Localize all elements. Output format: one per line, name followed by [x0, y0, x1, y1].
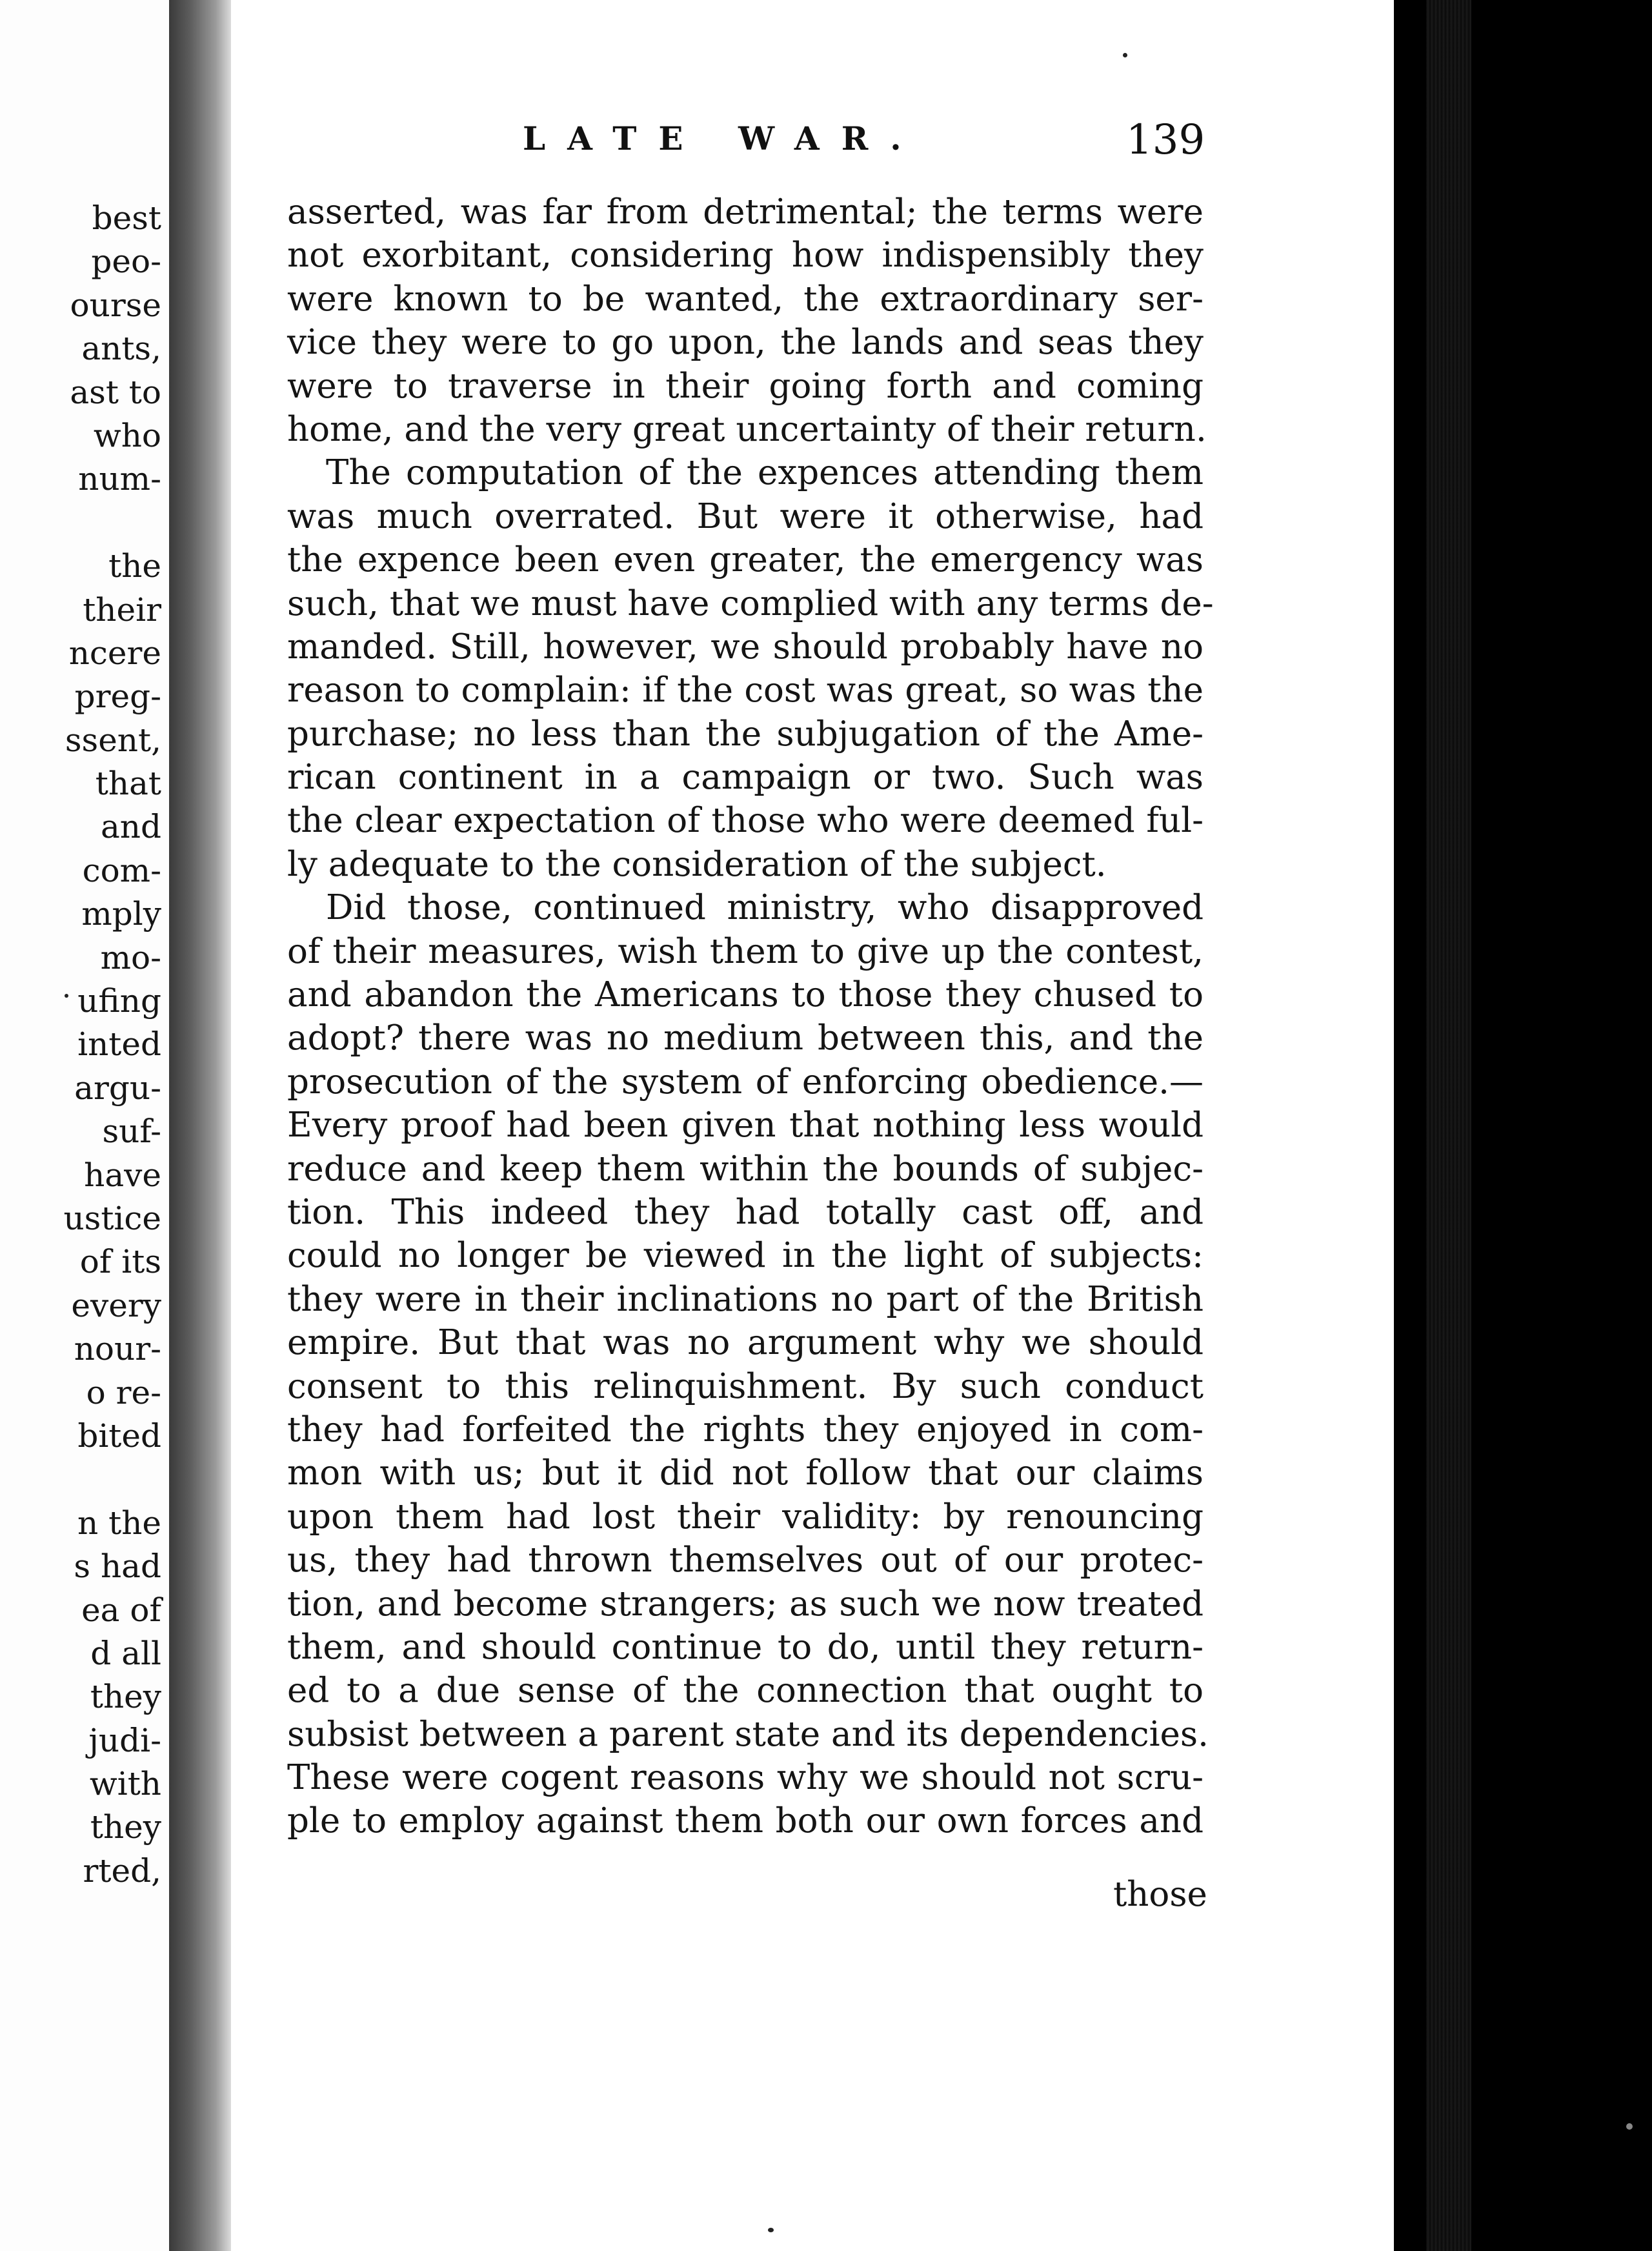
left-page-fragment: best: [92, 199, 161, 237]
text-line: they were in their inclinations no part of the British: [287, 1279, 1204, 1319]
left-page-fragment: nour-: [74, 1330, 161, 1368]
left-page-fragment: ants,: [81, 330, 161, 368]
left-page-fragment: of its: [79, 1243, 161, 1281]
book-gutter: [169, 0, 231, 2251]
text-line: Did those, continued ministry, who disapproved: [326, 888, 1204, 928]
body-text: [287, 190, 1214, 1843]
left-page-fragment: d all: [90, 1634, 161, 1672]
text-line: were to traverse in their going forth and coming: [287, 366, 1204, 406]
text-line: were known to be wanted, the extraordinary ser-: [287, 279, 1204, 319]
left-page-fragment: their: [83, 591, 161, 629]
text-line: them, and should continue to do, until they return-: [287, 1627, 1204, 1667]
left-page-fragment: ast to: [70, 373, 161, 411]
left-page-fragment: ourse: [70, 286, 161, 324]
left-page-fragment: rted,: [83, 1852, 161, 1890]
text-line: the expence been even greater, the emergency was: [287, 540, 1204, 580]
text-line: manded. Still, however, we should probably have no: [287, 627, 1204, 667]
text-line: The computation of the expences attending them: [326, 453, 1204, 493]
text-line: reduce and keep them within the bounds of subjec-: [287, 1149, 1204, 1189]
left-page-fragment: the: [108, 547, 161, 585]
text-line: could no longer be viewed in the light of subjects:: [287, 1236, 1204, 1276]
text-line: not exorbitant, considering how indispensibly they: [287, 236, 1204, 276]
text-line: rican continent in a campaign or two. Such was: [287, 758, 1204, 798]
left-page-fragment: bited: [77, 1417, 161, 1455]
text-line: and abandon the Americans to those they chused to: [287, 975, 1204, 1015]
left-page-fragment: [0, 501, 161, 545]
left-page-fragment: ea of: [81, 1591, 161, 1629]
left-page-fragment: mply: [81, 895, 161, 933]
left-page-fragment: suf-: [102, 1113, 161, 1151]
text-line: adopt? there was no medium between this, and the: [287, 1018, 1204, 1058]
text-line: asserted, was far from detrimental; the terms were: [287, 192, 1204, 232]
left-page-text-fragments: [0, 197, 161, 1893]
left-page-fragment: they: [90, 1808, 161, 1846]
left-page-fragment: argu-: [74, 1069, 161, 1107]
scan-speck: [1123, 53, 1127, 57]
text-line: empire. But that was no argument why we should: [287, 1323, 1204, 1363]
text-line: consent to this relinquishment. By such conduct: [287, 1366, 1204, 1406]
left-page-fragment: with: [89, 1765, 161, 1803]
left-page-fragment: and: [100, 808, 161, 846]
left-page-fragment: peo-: [91, 243, 161, 281]
left-page-fragment: num-: [78, 460, 161, 498]
text-line: mon with us; but it did not follow that our claims: [287, 1453, 1204, 1493]
text-line: home, and the very great uncertainty of their return.: [287, 409, 1207, 449]
text-line: These were cogent reasons why we should not scru-: [287, 1758, 1204, 1798]
scan-speck: [768, 2228, 774, 2232]
left-page-fragment: [0, 1458, 161, 1501]
text-line: purchase; no less than the subjugation of the Ame-: [287, 714, 1204, 754]
text-line: tion, and become strangers; as such we now treated: [287, 1584, 1204, 1624]
text-line: reason to complain: if the cost was great, so was the: [287, 671, 1204, 711]
text-line: they had forfeited the rights they enjoyed in com-: [287, 1409, 1204, 1449]
left-page-fragment: s had: [74, 1548, 161, 1586]
left-page-fragment: they: [90, 1678, 161, 1716]
page-edge-shadow: [1394, 0, 1652, 2251]
text-line: subsist between a parent state and its dependencies.: [287, 1714, 1209, 1754]
left-page: [0, 0, 169, 2251]
text-line: was much overrated. But were it otherwise, had: [287, 496, 1204, 536]
scan-speck: [65, 994, 68, 998]
left-page-fragment: mo-: [100, 938, 161, 976]
text-line: ly adequate to the consideration of the subject.: [287, 844, 1107, 884]
left-page-fragment: com-: [82, 851, 161, 889]
text-line: upon them had lost their validity: by renouncing: [287, 1497, 1204, 1537]
left-page-fragment: inted: [77, 1025, 161, 1064]
left-page-fragment: every: [71, 1286, 161, 1324]
left-page-fragment: preg-: [74, 678, 161, 716]
text-line: the clear expectation of those who were deemed ful-: [287, 801, 1204, 841]
left-page-fragment: judi-: [88, 1721, 161, 1759]
text-line: of their measures, wish them to give up the contest,: [287, 931, 1204, 971]
text-line: such, that we must have complied with any terms de-: [287, 583, 1214, 623]
text-line: ple to employ against them both our own forces and: [287, 1801, 1204, 1841]
left-page-fragment: ustice: [63, 1199, 161, 1237]
left-page-fragment: ncere: [68, 634, 161, 672]
catchword: those: [1113, 1875, 1207, 1914]
left-page-fragment: who: [93, 416, 161, 454]
text-line: prosecution of the system of enforcing obedience.—: [287, 1062, 1204, 1102]
text-line: Every proof had been given that nothing less would: [287, 1105, 1204, 1146]
left-page-fragment: o re-: [86, 1373, 161, 1411]
left-page-fragment: ufing: [77, 982, 161, 1020]
page-number: 139: [1126, 116, 1205, 164]
text-line: vice they were to go upon, the lands and seas they: [287, 323, 1204, 363]
left-page-fragment: have: [84, 1156, 161, 1194]
left-page-fragment: n the: [77, 1504, 161, 1542]
left-page-fragment: ssent,: [65, 721, 161, 759]
text-line: us, they had thrown themselves out of our protec-: [287, 1540, 1204, 1580]
scan-speck: [1626, 2123, 1633, 2130]
page-block-edges: [1426, 0, 1471, 2251]
text-line: ed to a due sense of the connection that ought to: [287, 1671, 1204, 1711]
text-line: tion. This indeed they had totally cast off, and: [287, 1192, 1204, 1232]
running-head: LATE WAR.: [523, 119, 923, 157]
left-page-fragment: that: [95, 765, 161, 803]
